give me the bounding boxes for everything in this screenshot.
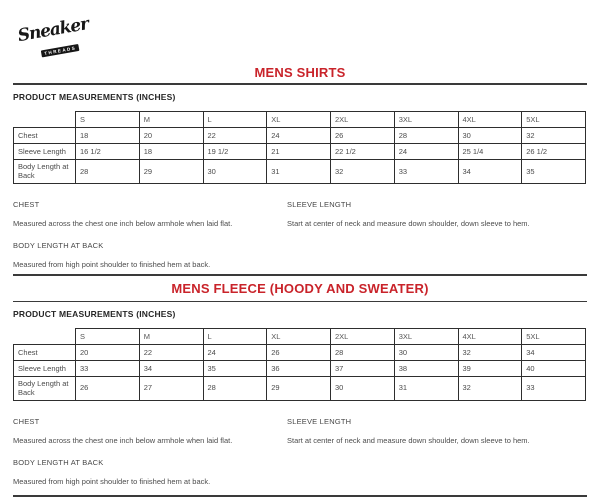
size-column-header: 3XL	[394, 328, 458, 344]
logo-threads-banner: THREADS	[41, 44, 80, 58]
logo-script-text: Sneaker	[16, 14, 90, 47]
measurement-value: 33	[76, 360, 140, 376]
measurement-value: 28	[331, 344, 395, 360]
size-column-header: S	[76, 112, 140, 128]
definition-description: Measured from high point shoulder to finished hem at back.	[13, 259, 211, 269]
measurement-value: 20	[139, 128, 203, 144]
measurement-value: 32	[331, 160, 395, 184]
measurement-value: 28	[76, 160, 140, 184]
size-column-header: 2XL	[331, 112, 395, 128]
size-header-row	[14, 112, 586, 128]
measurement-value: 24	[203, 344, 267, 360]
definition-description: Measured across the chest one inch below armhole when laid flat.	[13, 218, 233, 228]
size-column-header: 2XL	[331, 328, 395, 344]
size-column-header: 5XL	[522, 328, 586, 344]
measurement-value: 36	[267, 360, 331, 376]
measurement-value: 22	[139, 344, 203, 360]
size-header-row	[14, 328, 586, 344]
corner-cell	[14, 328, 76, 344]
definitions-left-column	[13, 417, 287, 489]
measurement-value: 29	[267, 376, 331, 400]
bottom-rule	[13, 495, 587, 497]
measurement-value: 24	[267, 128, 331, 144]
measurement-value: 40	[522, 360, 586, 376]
measurement-value: 21	[267, 144, 331, 160]
measurement-value: 28	[203, 376, 267, 400]
measurement-row	[14, 360, 586, 376]
size-column-header: XL	[267, 112, 331, 128]
definition-description: Start at center of neck and measure down shoulder, down sleeve to hem.	[287, 435, 530, 445]
measurement-row-label: Body Length at Back	[14, 160, 76, 184]
definition-term: BODY LENGTH AT BACK	[13, 457, 104, 467]
measurement-value: 34	[458, 160, 522, 184]
shirts-definitions	[13, 200, 587, 272]
measurement-value: 31	[267, 160, 331, 184]
measurement-value: 38	[394, 360, 458, 376]
measurement-value: 30	[458, 128, 522, 144]
measurement-value: 26 1/2	[522, 144, 586, 160]
measurement-row-label: Sleeve Length	[14, 360, 76, 376]
fleece-definitions	[13, 417, 587, 489]
measurements-label-shirts: PRODUCT MEASUREMENTS (INCHES)	[13, 92, 176, 102]
measurement-value: 27	[139, 376, 203, 400]
measurement-row	[14, 128, 586, 144]
measurement-row	[14, 160, 586, 184]
size-column-header: XL	[267, 328, 331, 344]
mens-shirts-title: MENS SHIRTS	[254, 65, 346, 80]
measurement-value: 32	[458, 344, 522, 360]
fleece-section-header	[13, 274, 587, 302]
measurement-value: 26	[76, 376, 140, 400]
mens-fleece-title: MENS FLEECE (HOODY AND SWEATER)	[171, 280, 429, 296]
definitions-right-column	[287, 417, 542, 489]
page-header	[13, 0, 587, 85]
measurement-row-label: Chest	[14, 344, 76, 360]
measurement-row-label: Sleeve Length	[14, 144, 76, 160]
measurement-value: 29	[139, 160, 203, 184]
size-column-header: 4XL	[458, 112, 522, 128]
size-column-header: 3XL	[394, 112, 458, 128]
measurement-row	[14, 376, 586, 400]
measurement-row-label: Chest	[14, 128, 76, 144]
measurement-value: 35	[203, 360, 267, 376]
measurement-value: 20	[76, 344, 140, 360]
definition-term: SLEEVE LENGTH	[287, 416, 352, 426]
definition-term: SLEEVE LENGTH	[287, 199, 352, 209]
size-column-header: 4XL	[458, 328, 522, 344]
size-column-header: 5XL	[522, 112, 586, 128]
measurement-row	[14, 144, 586, 160]
measurement-value: 22	[203, 128, 267, 144]
shirts-size-table	[13, 111, 586, 184]
definition-description: Measured from high point shoulder to finished hem at back.	[13, 476, 211, 486]
measurement-value: 35	[522, 160, 586, 184]
size-column-header: M	[139, 328, 203, 344]
size-column-header: M	[139, 112, 203, 128]
measurement-value: 18	[139, 144, 203, 160]
measurement-value: 25 1/4	[458, 144, 522, 160]
definitions-right-column	[287, 200, 542, 272]
measurement-value: 33	[522, 376, 586, 400]
measurement-value: 30	[203, 160, 267, 184]
measurement-value: 26	[267, 344, 331, 360]
measurement-value: 19 1/2	[203, 144, 267, 160]
definitions-left-column	[13, 200, 287, 272]
measurement-value: 32	[522, 128, 586, 144]
fleece-size-table	[13, 328, 586, 401]
definition-description: Start at center of neck and measure down shoulder, down sleeve to hem.	[287, 218, 530, 228]
corner-cell	[14, 112, 76, 128]
measurement-value: 26	[331, 128, 395, 144]
definition-term: CHEST	[13, 199, 40, 209]
measurement-value: 28	[394, 128, 458, 144]
size-column-header: L	[203, 328, 267, 344]
measurement-value: 37	[331, 360, 395, 376]
measurement-value: 22 1/2	[331, 144, 395, 160]
measurement-value: 16 1/2	[76, 144, 140, 160]
measurement-value: 31	[394, 376, 458, 400]
measurement-row-label: Body Length at Back	[14, 376, 76, 400]
measurement-value: 18	[76, 128, 140, 144]
measurement-value: 34	[522, 344, 586, 360]
measurement-row	[14, 344, 586, 360]
definition-description: Measured across the chest one inch below armhole when laid flat.	[13, 435, 233, 445]
measurement-value: 24	[394, 144, 458, 160]
measurement-value: 34	[139, 360, 203, 376]
measurement-value: 30	[331, 376, 395, 400]
measurement-value: 39	[458, 360, 522, 376]
size-column-header: S	[76, 328, 140, 344]
measurement-value: 30	[394, 344, 458, 360]
size-column-header: L	[203, 112, 267, 128]
measurement-value: 33	[394, 160, 458, 184]
measurement-value: 32	[458, 376, 522, 400]
measurements-label-fleece: PRODUCT MEASUREMENTS (INCHES)	[13, 308, 176, 319]
definition-term: BODY LENGTH AT BACK	[13, 240, 104, 250]
definition-term: CHEST	[13, 416, 40, 426]
sneakerthreads-logo	[16, 14, 93, 64]
